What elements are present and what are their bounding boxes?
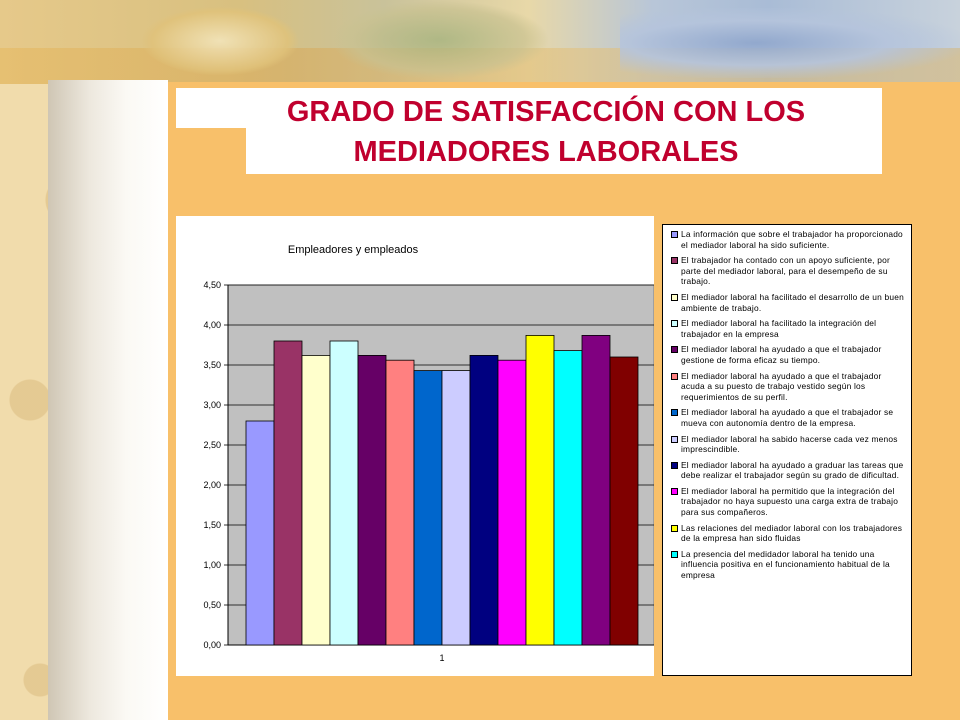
legend-label: El mediador laboral ha facilitado el desarrollo de un buen ambiente de trabajo. [681, 291, 904, 313]
legend-item [671, 486, 907, 518]
y-tick-label: 4,50 [203, 280, 221, 290]
bar [302, 355, 330, 645]
y-tick-label: 3,50 [203, 360, 221, 370]
legend-item [671, 549, 907, 581]
y-tick-label: 0,00 [203, 640, 221, 650]
legend-swatch [671, 294, 678, 301]
legend-label: Las relaciones del mediador laboral con los trabajadores de la empresa han sido fluidas [681, 522, 903, 544]
y-tick-label: 1,00 [203, 560, 221, 570]
legend-swatch [671, 409, 678, 416]
legend-swatch [671, 373, 678, 380]
x-tick-label: 1 [439, 653, 445, 663]
legend-label: El trabajador ha contado con un apoyo suficiente, por parte del mediador laboral, para el desempeño de su trabajo. [681, 255, 890, 287]
flower-image [620, 8, 960, 78]
legend-label: El mediador laboral ha ayudado a que el trabajador se mueva con autonomía dentro de la empresa. [681, 407, 894, 428]
legend-label: El mediador laboral ha sabido hacerse cada vez menos imprescindible. [681, 433, 898, 455]
legend-item [671, 229, 907, 250]
y-tick-label: 4,00 [203, 320, 221, 330]
legend-label: La información que sobre el trabajador ha proporcionado el mediador laboral ha sido suficiente. [681, 229, 903, 250]
legend-item [671, 292, 907, 313]
legend-item [671, 255, 907, 287]
bar [582, 335, 610, 645]
header-banner [0, 0, 960, 84]
legend-swatch [671, 346, 678, 353]
bar [274, 341, 302, 645]
legend-swatch [671, 436, 678, 443]
y-tick-label: 2,00 [203, 480, 221, 490]
chart-title: Empleadores y empleados [287, 244, 419, 256]
slide-title [176, 92, 916, 172]
legend-swatch [671, 231, 678, 238]
y-tick-label: 0,50 [203, 600, 221, 610]
slide-title-line1: GRADO DE SATISFACCIÓN CON LOS [286, 96, 806, 128]
legend-label: El mediador laboral ha permitido que la integración del trabajador no haya supuesto una carga extra de trabajo para sus compañeros. [681, 485, 899, 518]
legend-item [671, 523, 907, 544]
legend-swatch [671, 525, 678, 532]
legend-item [671, 318, 907, 339]
bar [414, 371, 442, 645]
slide-title-box [176, 88, 882, 174]
legend-item [671, 371, 907, 403]
legend-label: El mediador laboral ha facilitado la integración del trabajador en la empresa [681, 318, 877, 339]
legend-swatch [671, 257, 678, 264]
chart-area [176, 216, 654, 676]
bar [330, 341, 358, 645]
legend-swatch [671, 320, 678, 327]
legend-swatch [671, 488, 678, 495]
y-tick-label: 1,50 [203, 520, 221, 530]
bar [246, 421, 274, 645]
bar [526, 335, 554, 645]
bar [470, 355, 498, 645]
bar [442, 371, 470, 645]
legend-label: El mediador laboral ha ayudado a que el trabajador gestione de forma eficaz su tiempo. [681, 344, 882, 365]
legend-swatch [671, 462, 678, 469]
bar [498, 360, 526, 645]
y-tick-label: 2,50 [203, 440, 221, 450]
legend-label: El mediador laboral ha ayudado a que el trabajador acuda a su puesto de trabajo vestido según los requerimientos de su perfil. [681, 370, 882, 402]
legend-label: El mediador laboral ha ayudado a graduar las tareas que debe realizar el trabajador según su grado de dificultad. [681, 459, 904, 481]
legend-label: La presencia del medidador laboral ha tenido una influencia positiva en el funcionamiento habitual de la empresa [681, 548, 890, 581]
chart-legend [662, 224, 912, 676]
legend-item [671, 344, 907, 365]
leaf-image [330, 0, 550, 80]
bar [554, 351, 582, 645]
bar [358, 355, 386, 645]
slide-title-line2: MEDIADORES LABORALES [353, 136, 739, 168]
bar [386, 360, 414, 645]
decorative-pillar [48, 80, 168, 720]
legend-item [671, 460, 907, 481]
y-tick-label: 3,00 [203, 400, 221, 410]
legend-swatch [671, 551, 678, 558]
bar [610, 357, 638, 645]
legend-item [671, 434, 907, 455]
legend-item [671, 407, 907, 428]
bar-chart [176, 216, 654, 676]
